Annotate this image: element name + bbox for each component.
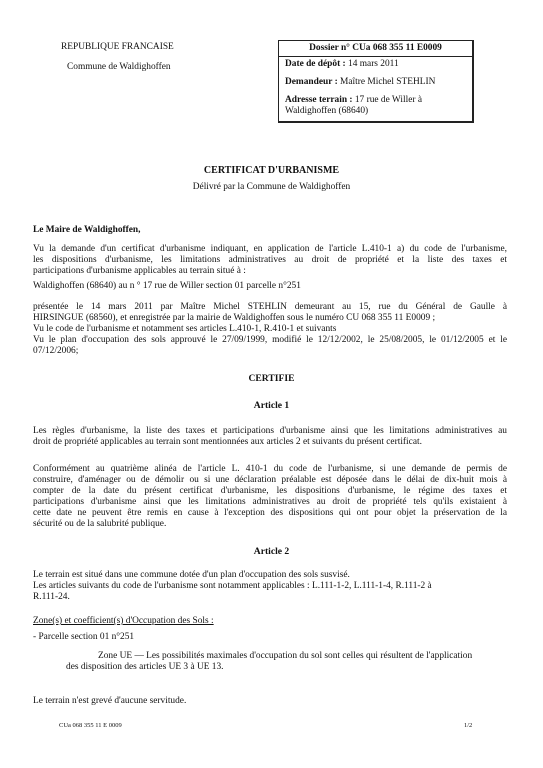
article-1-p1-line-1: Les règles d'urbanisme, la liste des taxes et participations d'urbanisme ainsi que les limitations administratives au [33, 426, 507, 436]
article-1-p2-line-5: cette date ne peuvent être remis en cause à l'exception des dispositions qui ont pour objet la préservation de la [33, 508, 507, 518]
vu-line-3: participations d'urbanisme applicables au terrain situé à : [33, 266, 246, 276]
terrain-value-2: Waldighoffen (68640) [285, 106, 369, 116]
servitude-line: Le terrain n'est grevé d'aucune servitude. [33, 696, 187, 706]
dossier-divider [279, 56, 472, 57]
zones-heading: Zone(s) et coefficient(s) d'Occupation des Sols : [33, 616, 214, 626]
certificate-title: CERTIFICAT D'URBANISME [203, 165, 340, 176]
footer-page-number: 1/2 [464, 722, 473, 729]
demandeur-value: Maître Michel STEHLIN [340, 77, 436, 87]
certifie-heading: CERTIFIE [248, 373, 295, 384]
vu-line-7: Vu le code de l'urbanisme et notamment ses articles L.410-1, R.410-1 et suivants [33, 324, 337, 334]
dossier-depot [285, 59, 468, 70]
vu-line-4: Waldighoffen (68640) au n ° 17 rue de Willer section 01 parcelle n°251 [33, 281, 301, 291]
article-1-p2-line-6: sécurité ou de la salubrité publique. [33, 519, 167, 529]
footer-reference: CUa 068 355 11 E 0009 [59, 722, 122, 729]
article-1-p1-line-2: droit de propriété applicables au terrain sont mentionnées aux articles 2 et suivants du présent certificat. [33, 437, 422, 447]
article-1-p2-line-4: participations d'urbanisme ainsi que les limitations administratives au droit de propriété tels qu'ils existaient à [33, 497, 507, 507]
depot-value: 14 mars 2011 [348, 59, 399, 69]
zone-ue-line-2: des disposition des articles UE 3 à UE 13. [66, 662, 224, 672]
depot-label: Date de dépôt : [285, 59, 346, 69]
demandeur-label: Demandeur : [285, 77, 338, 87]
zone-ue-line-1: Zone UE — Les possibilités maximales d'occupation du sol sont celles qui résultent de l'application [98, 651, 473, 661]
parcelle-line: - Parcelle section 01 n°251 [33, 632, 135, 642]
republic-label: REPUBLIQUE FRANCAISE [61, 42, 174, 52]
terrain-label: Adresse terrain : [285, 95, 353, 105]
vu-line-2: les dispositions d'urbanisme, les limitations administratives au droit de propriété et la liste des taxes et [33, 255, 507, 265]
terrain-value-1: 17 rue de Willer à [354, 95, 422, 105]
article-1-p2-line-2: construire, d'aménager ou de démolir ou si une déclaration préalable est déposée dans le délai de dix-huit mois à [33, 475, 507, 485]
certificate-subtitle: Délivré par la Commune de Waldighoffen [192, 182, 351, 192]
maire-heading: Le Maire de Waldighoffen, [33, 225, 141, 235]
vu-line-1: Vu la demande d'un certificat d'urbanisme indiquant, en application de l'article L.410-1 a) du code de l'urbanisme, [33, 244, 507, 254]
vu-line-8: Vu le plan d'occupation des sols approuvé le 27/09/1999, modifié le 12/12/2002, le 25/08/2005, le 01/12/2005 et le [33, 335, 507, 345]
vu-line-5: présentée le 14 mars 2011 par Maître Michel STEHLIN demeurant au 15, rue du Général de Gaulle à [33, 302, 507, 312]
dossier-demandeur [285, 77, 468, 88]
article-1-p2-line-3: compter de la date du présent certificat d'urbanisme, les dispositions d'urbanisme, le régime des taxes et [33, 486, 507, 496]
vu-line-9: 07/12/2006; [33, 346, 79, 356]
article-2-p1-line-1: Le terrain est situé dans une commune dotée d'un plan d'occupation des sols susvisé. [33, 570, 350, 580]
dossier-terrain [285, 95, 468, 106]
article-2-heading: Article 2 [253, 546, 290, 557]
article-1-heading: Article 1 [253, 400, 290, 411]
article-1-p2-line-1: Conformément au quatrième alinéa de l'article L. 410-1 du code de l'urbanisme, si une demande de permis de [33, 464, 507, 474]
article-2-p1-line-2: Les articles suivants du code de l'urbanisme sont notamment applicables : L.111-1-2, L.111-1-4, R.111-2 à [33, 581, 432, 591]
dossier-box [278, 40, 474, 123]
article-2-p1-line-3: R.111-24. [33, 592, 70, 602]
vu-line-6: HIRSINGUE (68560), et enregistrée par la mairie de Waldighoffen sous le numéro CU 068 355 11 E0009 ; [33, 313, 436, 323]
commune-label: Commune de Waldighoffen [67, 62, 171, 72]
dossier-number: Dossier n° CUa 068 355 11 E0009 [309, 43, 442, 53]
